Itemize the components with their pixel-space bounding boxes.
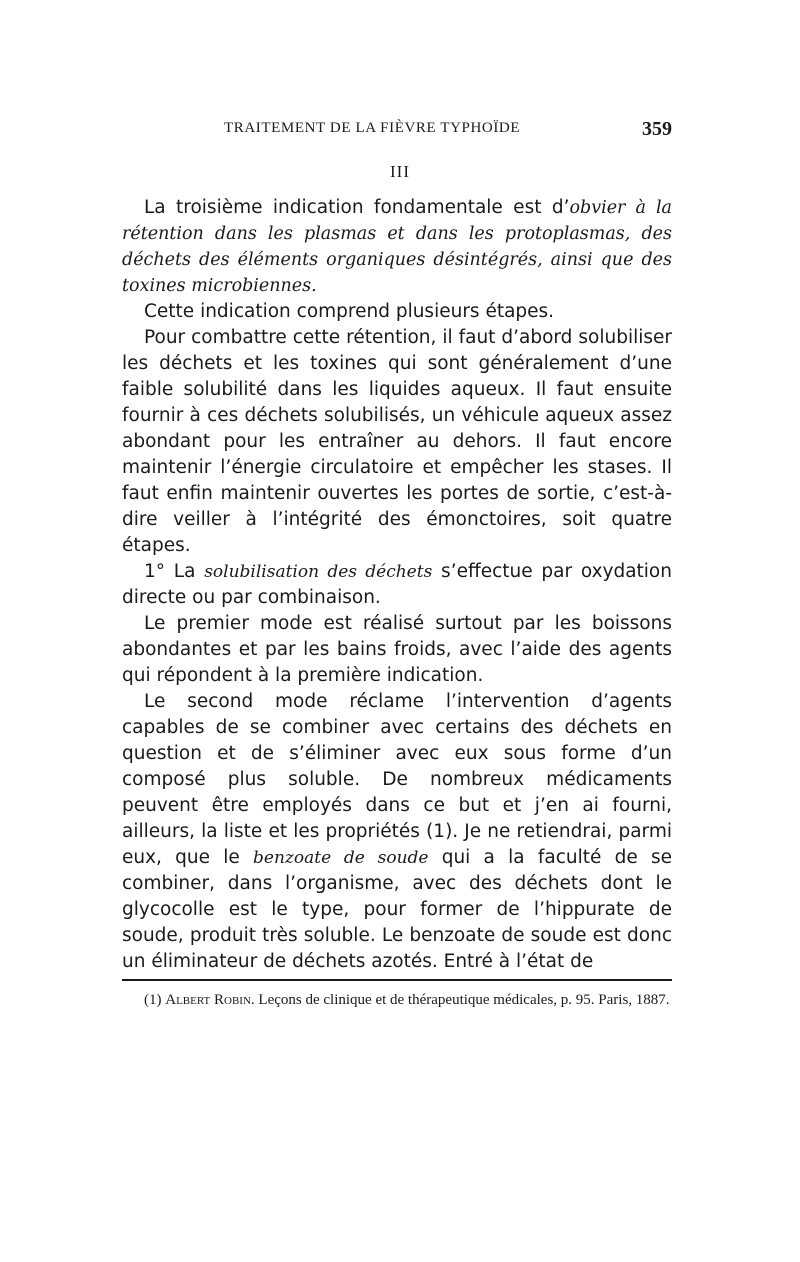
body-text [122, 195, 672, 975]
paragraph-6-part1: Le second mode réclame l’intervention d’agents capables de se combiner avec certains des déchets en question et de s’éliminer avec eux sous forme d’un composé plus soluble. De nombreux médicaments peuvent être employés dans ce but et j’en ai fourni, ailleurs, la liste et les propriétés (1). Je ne retiendrai, parmi eux, que le [122, 691, 672, 868]
paragraph-1 [122, 195, 672, 299]
paragraph-4-lead: 1° La [144, 561, 205, 582]
paragraph-4-rest: s’effectue par oxydation directe ou par combinaison. [122, 561, 672, 608]
paragraph-1-lead: La troisième indication fondamentale est d’ [144, 197, 570, 218]
page-number: 359 [642, 118, 672, 140]
footnote [122, 990, 672, 1010]
paragraph-2: Cette indication comprend plusieurs étapes. [144, 301, 555, 322]
paragraph-6 [122, 689, 672, 975]
paragraph-3: Pour combattre cette rétention, il faut d’abord solubiliser les déchets et les toxines qui sont généralement d’une faible solubilité dans les liquides aqueux. Il faut ensuite fournir à ces déchets solubilisés, un véhicule aqueux assez abondant pour les entraîner au dehors. Il faut encore maintenir l’énergie circulatoire et empêcher les stases. Il faut enfin maintenir ouvertes les portes de sortie, c’est-à-dire veiller à l’intégrité des émonctoires, soit quatre étapes. [122, 327, 672, 556]
footnote-rule [122, 979, 672, 981]
paragraph-1-italic: obvier à la rétention dans les plasmas et dans les protoplasmas, des déchets des éléments organiques désintégrés, ainsi que des toxines microbiennes. [122, 198, 672, 296]
footnote-text: . Leçons de clinique et de thérapeutique médicales, p. 95. Paris, 1887. [250, 992, 670, 1008]
term-solubilisation: solubilisation des déchets [204, 562, 433, 582]
paragraph-6-part2: qui a la faculté de se combiner, dans l’organisme, avec des déchets dont le glycocolle est le type, pour former de l’hippurate de soude, produit très soluble. Le benzoate de soude est donc un éliminateur de déchets azotés. Entré à l’état de [122, 847, 672, 972]
section-number: III [390, 162, 410, 181]
footnote-marker: (1) [144, 992, 166, 1008]
running-header [122, 118, 672, 146]
footnote-author: Albert Robin [165, 992, 251, 1008]
paragraph-5: Le premier mode est réalisé surtout par les boissons abondantes et par les bains froids, avec l’aide des agents qui répondent à la première indication. [122, 613, 672, 686]
running-title: TRAITEMENT DE LA FIÈVRE TYPHOÏDE [224, 120, 521, 136]
paragraph-4 [122, 559, 672, 611]
term-benzoate: benzoate de soude [253, 848, 429, 868]
